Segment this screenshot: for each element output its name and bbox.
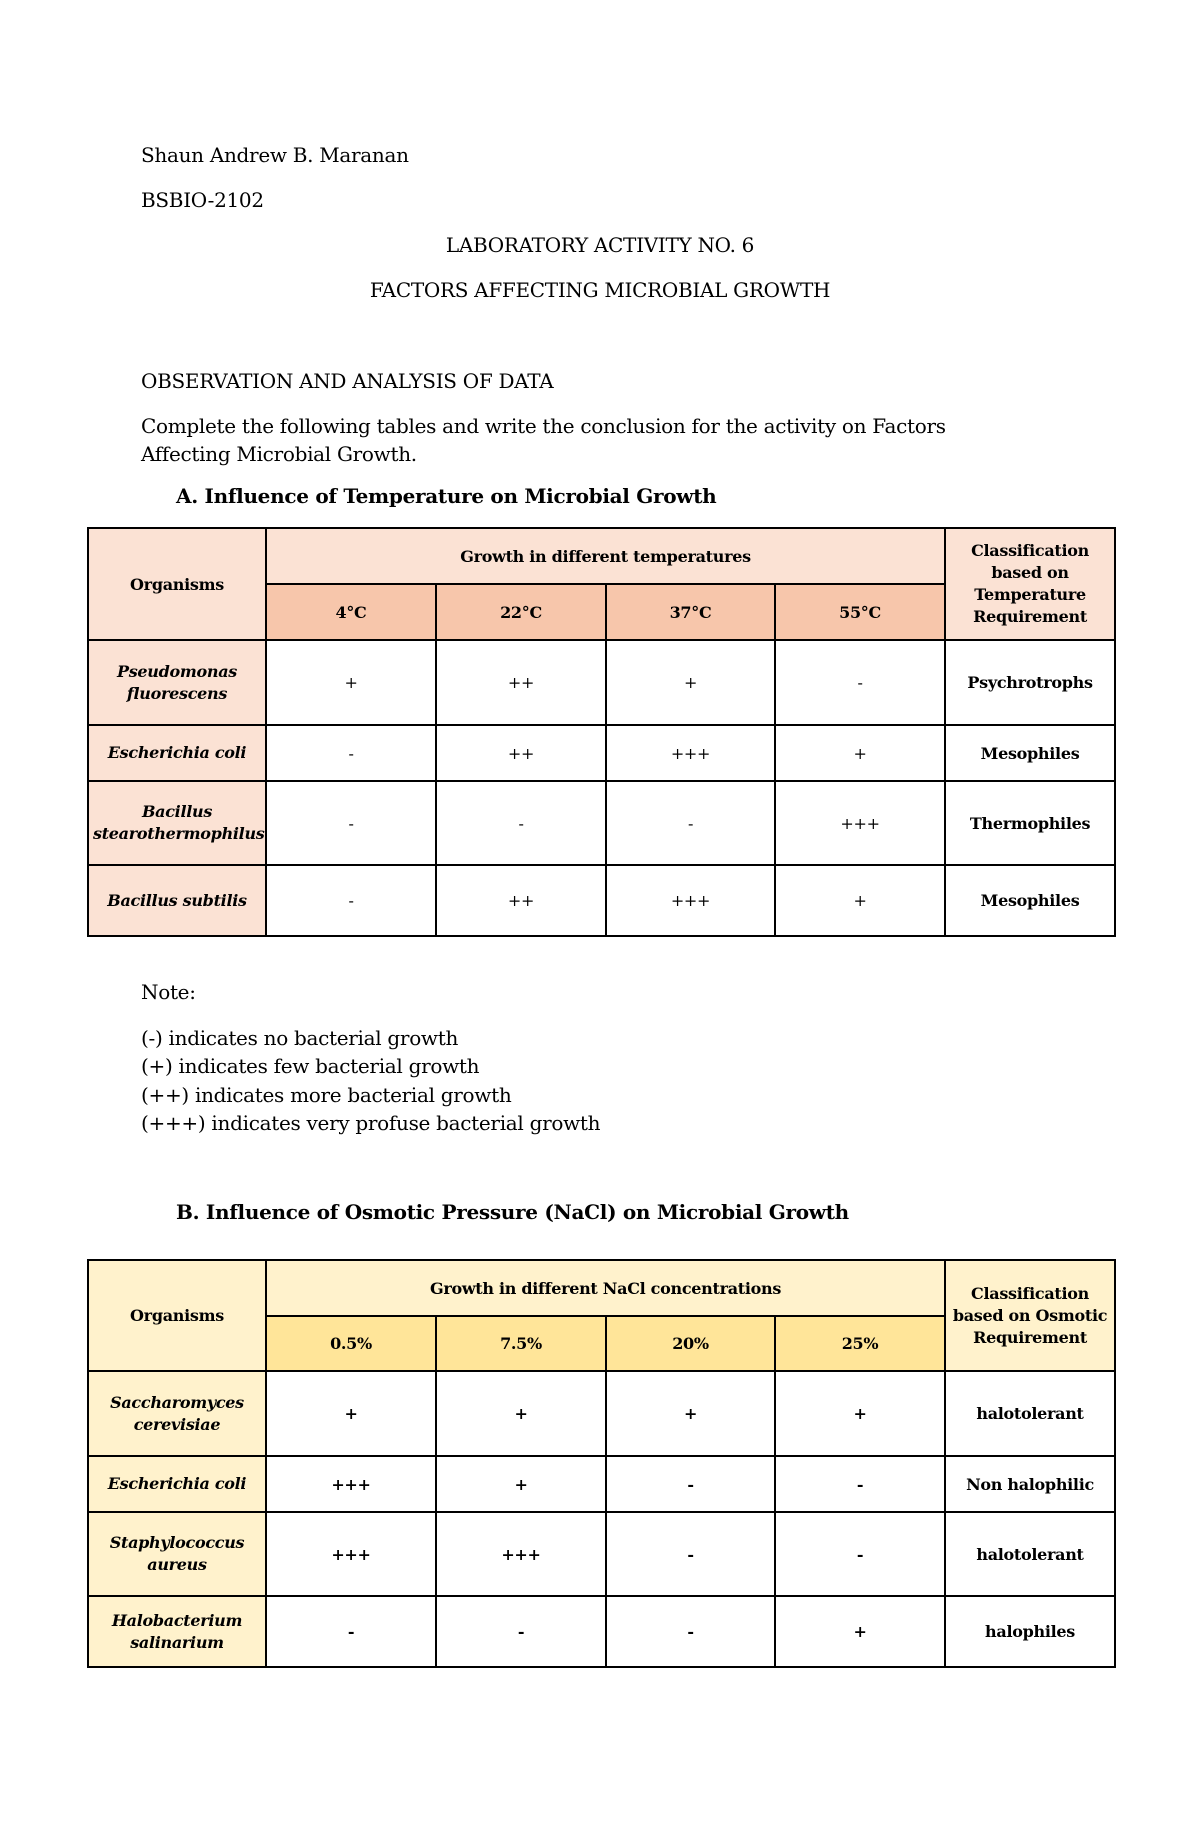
table-row [88,865,1115,936]
table-row [88,1371,1115,1456]
growth-cell: - [606,781,775,865]
growth-cell: - [606,1456,775,1512]
note-line: (+) indicates few bacterial growth [141,1054,480,1078]
note-line: (++) indicates more bacterial growth [141,1083,512,1107]
organism-cell: Escherichia coli [88,725,266,781]
growth-cell: - [775,640,945,725]
growth-cell: - [266,781,436,865]
table-row [88,1512,1115,1596]
growth-cell: +++ [606,865,775,936]
table-row [88,1456,1115,1512]
nacl-col-0-5: 0.5% [266,1316,436,1371]
growth-cell: + [775,865,945,936]
organism-cell: Escherichia coli [88,1456,266,1512]
growth-cell: ++ [436,640,606,725]
classification-cell: halotolerant [945,1512,1115,1596]
instructions-text: Complete the following tables and write the conclusion for the activity on Factors Affecting Microbial Growth. [141,414,946,466]
temp-col-37c: 37°C [606,584,775,640]
temperature-table [87,527,1116,937]
osmotic-table [87,1259,1116,1668]
classification-cell: Psychrotrophs [945,640,1115,725]
growth-cell: + [606,1371,775,1456]
growth-cell: + [266,640,436,725]
growth-cell: - [775,1456,945,1512]
growth-cell: - [436,1596,606,1667]
note-line: (-) indicates no bacterial growth [141,1026,459,1050]
organism-cell: Bacillus stearothermophilus [88,781,266,865]
note-line: (+++) indicates very profuse bacterial growth [141,1111,601,1135]
osmotic-section-heading: B. Influence of Osmotic Pressure (NaCl) on Microbial Growth [176,1200,849,1224]
activity-number: LABORATORY ACTIVITY NO. 6 [445,233,755,257]
temperature-group-header: Growth in different temperatures [266,528,945,584]
growth-cell: +++ [775,781,945,865]
growth-cell: ++ [436,725,606,781]
growth-cell: +++ [266,1512,436,1596]
growth-cell: +++ [436,1512,606,1596]
osmotic-classification-header: Classification based on Osmotic Requirement [945,1260,1115,1371]
student-name: Shaun Andrew B. Maranan [141,143,409,167]
growth-cell: + [775,725,945,781]
growth-cell: - [775,1512,945,1596]
growth-cell: - [436,781,606,865]
note-colon: : [189,980,196,1004]
organism-cell: Staphylococcus aureus [88,1512,266,1596]
growth-cell: - [606,1596,775,1667]
growth-cell: + [775,1596,945,1667]
classification-cell: halotolerant [945,1371,1115,1456]
table-row [88,725,1115,781]
growth-cell: +++ [606,725,775,781]
temperature-classification-header: Classification based on Temperature Requirement [945,528,1115,640]
temp-col-22c: 22°C [436,584,606,640]
growth-cell: + [266,1371,436,1456]
nacl-col-25: 25% [775,1316,945,1371]
organisms-header: Organisms [88,528,266,640]
growth-cell: + [606,640,775,725]
table-row [88,781,1115,865]
temp-col-55c: 55°C [775,584,945,640]
growth-cell: - [266,1596,436,1667]
nacl-col-20: 20% [606,1316,775,1371]
organism-cell: Halobacterium salinarium [88,1596,266,1667]
organism-cell: Bacillus subtilis [88,865,266,936]
growth-cell: - [266,865,436,936]
note-title-text: Note [141,980,190,1004]
observation-heading: OBSERVATION AND ANALYSIS OF DATA [141,369,554,393]
table-row [88,640,1115,725]
classification-cell: Thermophiles [945,781,1115,865]
nacl-group-header: Growth in different NaCl concentrations [266,1260,945,1316]
temperature-section-heading: A. Influence of Temperature on Microbial Growth [176,484,717,508]
activity-title: FACTORS AFFECTING MICROBIAL GROWTH [369,278,831,302]
classification-cell: Non halophilic [945,1456,1115,1512]
table-row [88,1596,1115,1667]
classification-cell: Mesophiles [945,725,1115,781]
organism-cell: Saccharomyces cerevisiae [88,1371,266,1456]
student-section: BSBIO-2102 [141,188,264,212]
growth-cell: - [606,1512,775,1596]
growth-cell: ++ [436,865,606,936]
growth-cell: + [436,1456,606,1512]
growth-cell: + [775,1371,945,1456]
growth-cell: + [436,1371,606,1456]
nacl-col-7-5: 7.5% [436,1316,606,1371]
growth-cell: +++ [266,1456,436,1512]
classification-cell: halophiles [945,1596,1115,1667]
growth-cell: - [266,725,436,781]
classification-cell: Mesophiles [945,865,1115,936]
note-title [141,980,196,1004]
organism-cell: Pseudomonas fluorescens [88,640,266,725]
temp-col-4c: 4°C [266,584,436,640]
organisms-header: Organisms [88,1260,266,1371]
